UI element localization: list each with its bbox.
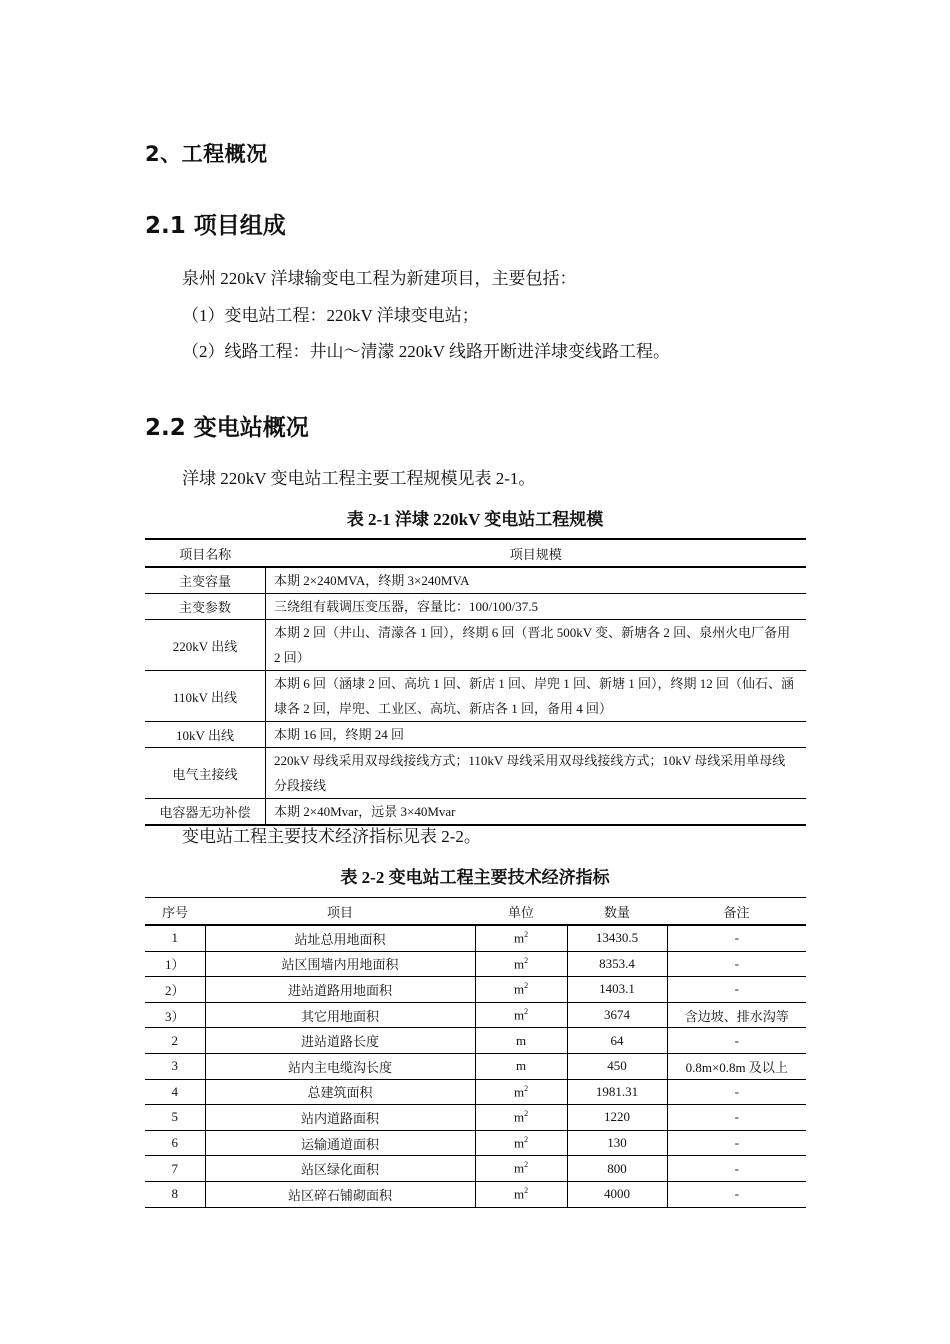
unit-text: m <box>513 1007 525 1023</box>
table-cell <box>475 1079 567 1105</box>
table-cell: - <box>667 951 806 977</box>
table-cell: 2） <box>145 977 205 1003</box>
table-cell: 三绕组有载调压变压器，容量比：100/100/37.5 <box>266 594 807 620</box>
table-cell: 站区围墙内用地面积 <box>205 951 475 977</box>
table-cell: - <box>667 925 806 951</box>
table-caption: 表 2-1 洋埭 220kV 变电站工程规模 <box>346 510 604 529</box>
table-cell: 1 <box>145 925 205 951</box>
unit-text: m <box>515 1058 527 1074</box>
unit-text: m <box>513 1160 525 1176</box>
column-header: 项目 <box>205 898 475 926</box>
table-cell: 3） <box>145 1002 205 1028</box>
list-item: （1）变电站工程：220kV 洋埭变电站； <box>182 306 479 325</box>
table-cell: 进站道路长度 <box>205 1028 475 1054</box>
table-cell: 运输通道面积 <box>205 1130 475 1156</box>
unit-exponent: 2 <box>524 1109 529 1119</box>
table-row <box>145 1105 806 1131</box>
table-cell: 110kV 出线 <box>145 671 266 722</box>
table-cell: 6 <box>145 1130 205 1156</box>
table-row <box>145 951 806 977</box>
table-cell: 800 <box>567 1156 667 1182</box>
paragraph: 变电站工程主要技术经济指标见表 2-2。 <box>182 827 481 846</box>
table-header-row <box>145 898 806 926</box>
column-header: 备注 <box>667 898 806 926</box>
unit-exponent: 2 <box>524 930 529 940</box>
table-cell: 站内主电缆沟长度 <box>205 1053 475 1079</box>
table-row <box>145 594 806 620</box>
unit-text: m <box>513 1084 525 1100</box>
table-cell: 其它用地面积 <box>205 1002 475 1028</box>
table-cell: - <box>667 1130 806 1156</box>
table-row <box>145 1156 806 1182</box>
table-row <box>145 620 806 671</box>
table-cell: 站区绿化面积 <box>205 1156 475 1182</box>
table-cell: 1） <box>145 951 205 977</box>
table-row <box>145 1079 806 1105</box>
table-cell <box>475 951 567 977</box>
unit-text: m <box>513 981 525 997</box>
table-cell: 本期 2 回（井山、清濛各 1 回），终期 6 回（晋北 500kV 变、新塘各 2 回、泉州火电厂备用 2 回） <box>266 620 807 671</box>
table-row <box>145 925 806 951</box>
table-row <box>145 567 806 594</box>
scale-table <box>145 538 806 826</box>
table-cell <box>475 1156 567 1182</box>
table-row <box>145 671 806 722</box>
unit-text: m <box>513 930 525 946</box>
column-header: 项目名称 <box>145 539 266 567</box>
unit-text: m <box>513 956 525 972</box>
subsection-title-2-1: 2.1 项目组成 <box>145 213 286 239</box>
table-cell: 2 <box>145 1028 205 1054</box>
table-row <box>145 977 806 1003</box>
table-cell: 4 <box>145 1079 205 1105</box>
column-header: 项目规模 <box>266 539 807 567</box>
table-row <box>145 1130 806 1156</box>
unit-text: m <box>513 1186 525 1202</box>
unit-text: m <box>513 1135 525 1151</box>
table-cell: 220kV 出线 <box>145 620 266 671</box>
table-cell: 进站道路用地面积 <box>205 977 475 1003</box>
table-cell: 本期 2×240MVA，终期 3×240MVA <box>266 567 807 594</box>
table-row <box>145 748 806 799</box>
unit-text: m <box>513 1109 525 1125</box>
table-cell: 13430.5 <box>567 925 667 951</box>
table-row <box>145 722 806 748</box>
table-cell: 0.8m×0.8m 及以上 <box>667 1053 806 1079</box>
table-cell <box>475 1028 567 1054</box>
table-cell <box>475 1130 567 1156</box>
table-cell <box>475 1053 567 1079</box>
table-cell: - <box>667 1105 806 1131</box>
table-cell: - <box>667 1181 806 1207</box>
table-cell: 450 <box>567 1053 667 1079</box>
unit-exponent: 2 <box>524 1160 529 1170</box>
table-cell: 220kV 母线采用双母线接线方式；110kV 母线采用双母线接线方式；10kV 母线采用单母线分段接线 <box>266 748 807 799</box>
table-cell: - <box>667 977 806 1003</box>
paragraph: 洋埭 220kV 变电站工程主要工程规模见表 2-1。 <box>182 469 536 488</box>
table-cell: 4000 <box>567 1181 667 1207</box>
table-cell: 5 <box>145 1105 205 1131</box>
table-cell: - <box>667 1028 806 1054</box>
table-cell: 7 <box>145 1156 205 1182</box>
column-header: 序号 <box>145 898 205 926</box>
subsection-title-2-2: 2.2 变电站概况 <box>145 415 309 441</box>
list-item: （2）线路工程：井山～清濛 220kV 线路开断进洋埭变线路工程。 <box>182 342 670 361</box>
table-cell: 站区碎石铺砌面积 <box>205 1181 475 1207</box>
unit-exponent: 2 <box>524 1083 529 1093</box>
table-row <box>145 1181 806 1207</box>
table-cell <box>475 1105 567 1131</box>
table-header-row <box>145 539 806 567</box>
unit-text: m <box>515 1032 527 1048</box>
table-cell: 本期 2×40Mvar，远景 3×40Mvar <box>266 799 807 826</box>
column-header: 单位 <box>475 898 567 926</box>
table-row <box>145 1028 806 1054</box>
table-cell <box>475 1181 567 1207</box>
table-cell: 电气主接线 <box>145 748 266 799</box>
unit-exponent: 2 <box>524 1186 529 1196</box>
table-row <box>145 1053 806 1079</box>
table-cell: 站内道路面积 <box>205 1105 475 1131</box>
table-cell: 本期 16 回，终期 24 回 <box>266 722 807 748</box>
table-cell: 主变参数 <box>145 594 266 620</box>
table-cell <box>475 1002 567 1028</box>
table-cell: 10kV 出线 <box>145 722 266 748</box>
unit-exponent: 2 <box>524 955 529 965</box>
table-cell: 含边坡、排水沟等 <box>667 1002 806 1028</box>
unit-exponent: 2 <box>524 981 529 991</box>
table-cell: 8 <box>145 1181 205 1207</box>
table-cell: - <box>667 1156 806 1182</box>
table-cell: - <box>667 1079 806 1105</box>
table-row <box>145 1002 806 1028</box>
table-cell: 3674 <box>567 1002 667 1028</box>
table-cell: 1981.31 <box>567 1079 667 1105</box>
table-caption: 表 2-2 变电站工程主要技术经济指标 <box>340 868 610 887</box>
table-cell: 130 <box>567 1130 667 1156</box>
unit-exponent: 2 <box>524 1134 529 1144</box>
table-cell: 站址总用地面积 <box>205 925 475 951</box>
section-title: 2、工程概况 <box>145 142 268 166</box>
table-cell: 电容器无功补偿 <box>145 799 266 826</box>
table-cell: 64 <box>567 1028 667 1054</box>
table-cell: 1220 <box>567 1105 667 1131</box>
column-header: 数量 <box>567 898 667 926</box>
paragraph: 泉州 220kV 洋埭输变电工程为新建项目，主要包括： <box>182 269 577 288</box>
table-cell: 主变容量 <box>145 567 266 594</box>
index-table <box>145 897 806 1208</box>
table-cell: 本期 6 回（涵埭 2 回、高坑 1 回、新店 1 回、岸兜 1 回、新塘 1 回），终期 12 回（仙石、涵埭各 2 回，岸兜、工业区、高坑、新店各 1 回，备用 4 回） <box>266 671 807 722</box>
table-row <box>145 799 806 826</box>
unit-exponent: 2 <box>524 1006 529 1016</box>
table-cell: 1403.1 <box>567 977 667 1003</box>
table-cell <box>475 977 567 1003</box>
table-cell: 8353.4 <box>567 951 667 977</box>
table-cell <box>475 925 567 951</box>
table-cell: 总建筑面积 <box>205 1079 475 1105</box>
table-cell: 3 <box>145 1053 205 1079</box>
